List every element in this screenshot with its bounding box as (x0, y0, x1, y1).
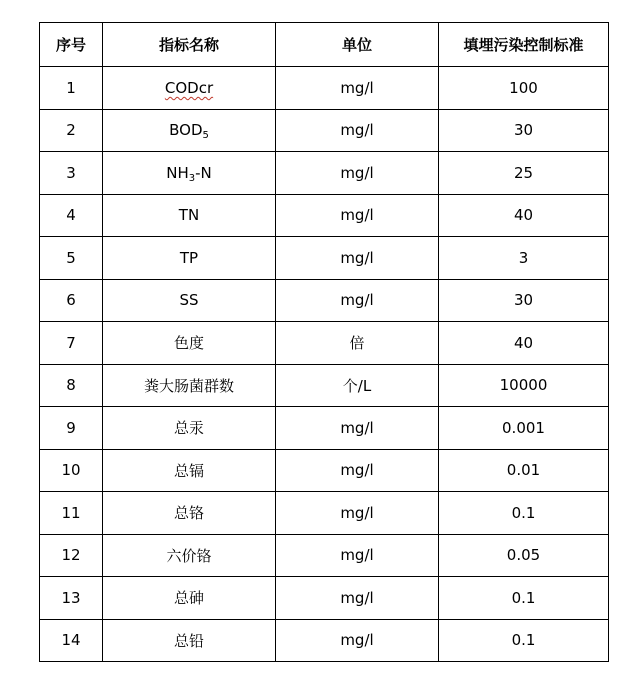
unit-cell: mg/l (276, 152, 439, 195)
indicator-name: 总铅 (173, 631, 204, 650)
unit-cell: mg/l (276, 237, 439, 280)
limit-cell: 0.001 (439, 407, 609, 450)
row-index: 10 (40, 449, 103, 492)
indicator-name-cell (103, 577, 276, 620)
unit-cell: mg/l (276, 492, 439, 535)
row-index: 14 (40, 619, 103, 662)
row-index: 12 (40, 534, 103, 577)
header-indicator-name: 指标名称 (103, 23, 276, 67)
table-row (40, 67, 609, 110)
indicator-name: 总铬 (173, 504, 204, 523)
table-row (40, 577, 609, 620)
table-row (40, 279, 609, 322)
row-index: 3 (40, 152, 103, 195)
unit-cell: mg/l (276, 194, 439, 237)
unit-cell: mg/l (276, 67, 439, 110)
row-index: 4 (40, 194, 103, 237)
unit-cell: 倍 (276, 322, 439, 365)
table-row (40, 534, 609, 577)
row-index: 2 (40, 109, 103, 152)
indicator-name: TN (178, 206, 200, 225)
unit-cell: 个/L (276, 364, 439, 407)
table-row (40, 407, 609, 450)
table-row (40, 109, 609, 152)
indicator-name-cell (103, 152, 276, 195)
indicator-name: 色度 (173, 334, 204, 353)
indicator-name-cell (103, 449, 276, 492)
indicator-name: 总汞 (173, 419, 204, 438)
unit-cell: mg/l (276, 407, 439, 450)
limit-cell: 0.1 (439, 577, 609, 620)
indicator-name-cell (103, 492, 276, 535)
indicator-name: 总砷 (173, 589, 204, 608)
unit-cell: mg/l (276, 619, 439, 662)
limit-cell: 30 (439, 109, 609, 152)
indicator-name-cell (103, 364, 276, 407)
limit-cell: 3 (439, 237, 609, 280)
indicator-name-cell (103, 619, 276, 662)
limit-cell: 100 (439, 67, 609, 110)
indicator-name-cell (103, 237, 276, 280)
table-row (40, 194, 609, 237)
indicator-name: SS (179, 291, 199, 310)
row-index: 11 (40, 492, 103, 535)
indicator-name-cell (103, 109, 276, 152)
indicator-suffix: -N (195, 163, 212, 182)
table-row (40, 619, 609, 662)
indicator-name-cell (103, 322, 276, 365)
limit-cell: 0.01 (439, 449, 609, 492)
unit-cell: mg/l (276, 577, 439, 620)
limit-cell: 25 (439, 152, 609, 195)
limit-cell: 40 (439, 322, 609, 365)
header-landfill-limit: 填埋污染控制标准 (439, 23, 609, 67)
table-row (40, 322, 609, 365)
row-index: 13 (40, 577, 103, 620)
table-row (40, 364, 609, 407)
header-unit: 单位 (276, 23, 439, 67)
header-row (40, 23, 609, 67)
indicator-name-cell (103, 279, 276, 322)
pollutant-standards-table (39, 22, 609, 662)
table-row (40, 449, 609, 492)
limit-cell: 10000 (439, 364, 609, 407)
row-index: 5 (40, 237, 103, 280)
header-index: 序号 (40, 23, 103, 67)
limit-cell: 40 (439, 194, 609, 237)
indicator-subscript: 5 (202, 130, 209, 142)
indicator-name-cell (103, 194, 276, 237)
table-row (40, 492, 609, 535)
row-index: 1 (40, 67, 103, 110)
unit-cell: mg/l (276, 109, 439, 152)
indicator-name-cell (103, 67, 276, 110)
indicator-name: 总镉 (173, 461, 204, 480)
limit-cell: 0.1 (439, 619, 609, 662)
unit-cell: mg/l (276, 449, 439, 492)
table-row (40, 152, 609, 195)
row-index: 8 (40, 364, 103, 407)
indicator-name-cell (103, 534, 276, 577)
limit-cell: 0.1 (439, 492, 609, 535)
indicator-name: TP (179, 248, 199, 267)
row-index: 6 (40, 279, 103, 322)
row-index: 9 (40, 407, 103, 450)
limit-cell: 0.05 (439, 534, 609, 577)
indicator-subscript: 3 (188, 172, 196, 184)
indicator-name: BOD (169, 121, 203, 140)
indicator-name: 六价铬 (166, 546, 212, 565)
indicator-name: 粪大肠菌群数 (143, 376, 234, 395)
indicator-name: CODcr (164, 78, 214, 97)
row-index: 7 (40, 322, 103, 365)
indicator-name-cell (103, 407, 276, 450)
unit-cell: mg/l (276, 534, 439, 577)
unit-cell: mg/l (276, 279, 439, 322)
indicator-name: NH (166, 163, 189, 182)
limit-cell: 30 (439, 279, 609, 322)
table-row (40, 237, 609, 280)
